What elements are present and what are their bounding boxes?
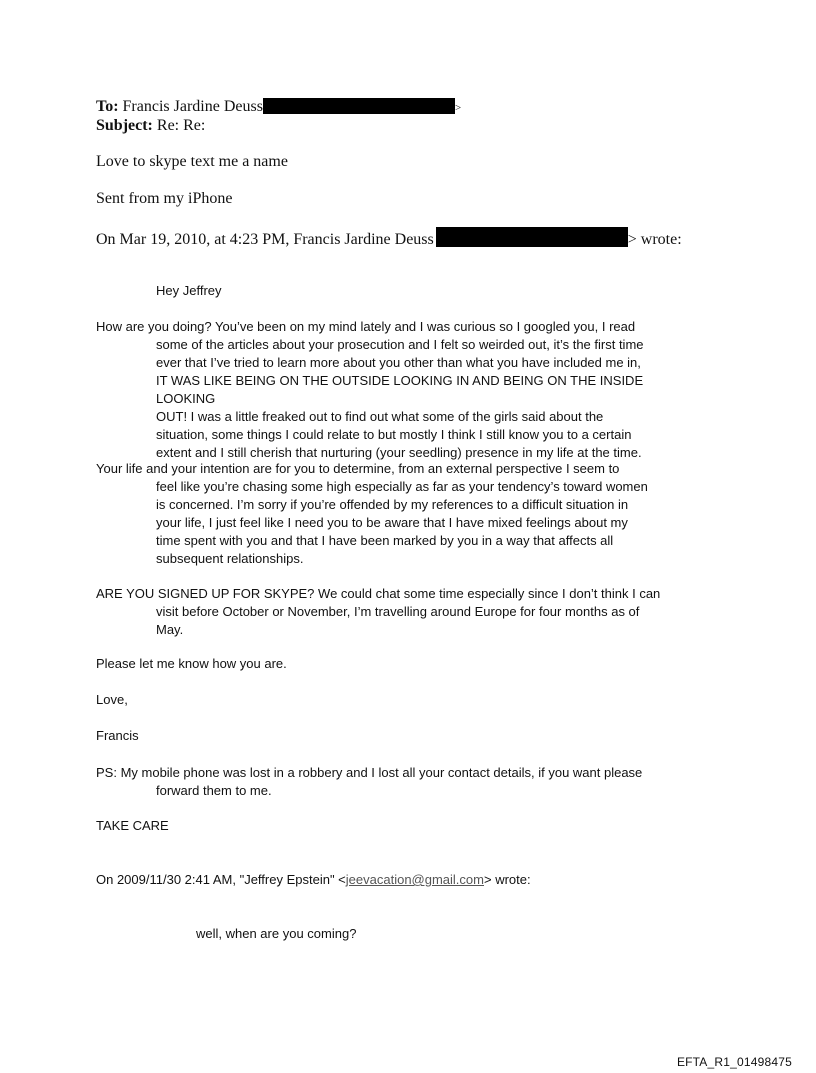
- paragraph-line: feel like you’re chasing some high especially as far as your tendency’s toward women: [156, 479, 648, 494]
- to-line: [96, 98, 716, 117]
- paragraph-line: is concerned. I’m sorry if you’re offended by my references to a difficult situation in: [156, 497, 629, 512]
- to-label: To:: [96, 98, 119, 115]
- reply-body: Love to skype text me a name: [96, 153, 288, 170]
- to-name: Francis Jardine Deuss: [122, 98, 263, 115]
- document-id: EFTA_R1_01498475: [676, 1055, 792, 1069]
- take-care-line: TAKE CARE: [96, 818, 169, 833]
- paragraph-line: ARE YOU SIGNED UP FOR SKYPE? We could chat some time especially since I don’t think I can: [96, 586, 661, 601]
- paragraph-1: [96, 318, 686, 462]
- paragraph-line: time spent with you and that I have been marked by you in a way that affects all: [156, 533, 614, 548]
- quote-intro: [96, 227, 682, 249]
- greeting: Hey Jeffrey: [156, 283, 222, 298]
- let-me-know-line: Please let me know how you are.: [96, 656, 287, 671]
- paragraph-2: [96, 460, 686, 568]
- to-trailing: >: [454, 102, 462, 114]
- paragraph-line: How are you doing? You’ve been on my mind lately and I was curious so I googled you, I read: [96, 319, 636, 334]
- reply-signature: Sent from my iPhone: [96, 190, 233, 207]
- paragraph-line: subsequent relationships.: [156, 551, 304, 566]
- subject-label: Subject:: [96, 117, 153, 134]
- subject-value: Re: Re:: [156, 117, 206, 134]
- paragraph-line: May.: [156, 622, 184, 637]
- email-header: [96, 98, 716, 135]
- paragraph-line: visit before October or November, I’m travelling around Europe for four months as of: [156, 604, 640, 619]
- redaction-block: [263, 98, 455, 114]
- earlier-quote-intro: [96, 872, 531, 887]
- paragraph-line: some of the articles about your prosecution and I felt so weirded out, it’s the first time: [156, 337, 644, 352]
- closing-line: Love,: [96, 692, 128, 707]
- earlier-intro-end: > wrote:: [483, 872, 531, 887]
- paragraph-line: extent and I still cherish that nurturing (your seedling) presence in my life at the time.: [156, 445, 642, 460]
- sender-name: Francis: [96, 728, 139, 743]
- redaction-block: [436, 227, 628, 247]
- earlier-body: well, when are you coming?: [196, 926, 357, 941]
- email-link[interactable]: jeevacation@gmail.com: [345, 872, 484, 887]
- paragraph-line: ever that I’ve tried to learn more about you other than what you have included me in,: [156, 355, 641, 370]
- paragraph-line: PS: My mobile phone was lost in a robbery and I lost all your contact details, if you want please: [96, 765, 643, 780]
- paragraph-3: [96, 585, 686, 639]
- quote-intro-end: > wrote:: [627, 231, 682, 248]
- earlier-intro-start: On 2009/11/30 2:41 AM, "Jeffrey Epstein" <: [96, 872, 346, 887]
- paragraph-line: IT WAS LIKE BEING ON THE OUTSIDE LOOKING IN AND BEING ON THE INSIDE LOOKING: [156, 373, 644, 406]
- quote-intro-start: On Mar 19, 2010, at 4:23 PM, Francis Jardine Deuss: [96, 231, 434, 248]
- paragraph-line: Your life and your intention are for you to determine, from an external perspective I seem to: [96, 461, 620, 476]
- paragraph-line: forward them to me.: [156, 783, 272, 798]
- paragraph-line: your life, I just feel like I need you to be aware that I have mixed feelings about my: [156, 515, 628, 530]
- paragraph-line: situation, some things I could relate to but mostly I think I still know you to a certain: [156, 427, 632, 442]
- ps-paragraph: [96, 764, 696, 800]
- paragraph-line: OUT! I was a little freaked out to find out what some of the girls said about the: [156, 409, 604, 424]
- subject-line: [96, 117, 716, 135]
